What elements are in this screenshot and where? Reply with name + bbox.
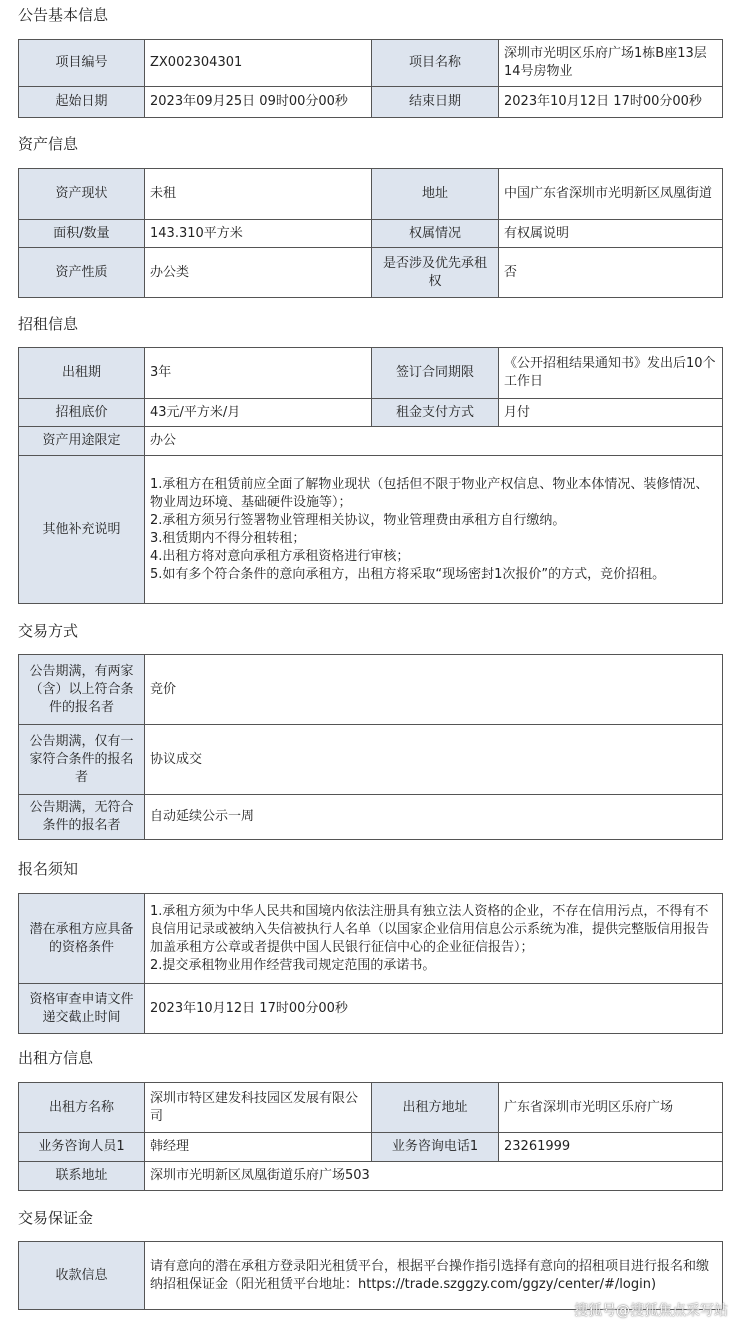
- project-name-value: 深圳市光明区乐府广场1栋B座13层14号房物业: [499, 40, 723, 87]
- qualification-value: [145, 894, 723, 984]
- project-no-value: ZX002304301: [145, 40, 372, 87]
- section-title-deposit: 交易保证金: [18, 1209, 94, 1227]
- note-line: 4.出租方将对意向承租方承租资格进行审核；: [150, 548, 410, 564]
- qualification-line: 2.提交承租物业用作经营我司规定范围的承诺书。: [150, 957, 436, 973]
- area-label: 面积/数量: [19, 220, 145, 248]
- lessor-name-value: 深圳市特区建发科技园区发展有限公司: [145, 1083, 372, 1133]
- lessor-address-label: 出租方地址: [372, 1083, 499, 1133]
- trade-condition-label: 公告期满，有两家（含）以上符合条件的报名者: [19, 655, 145, 725]
- area-value: 143.310平方米: [145, 220, 372, 248]
- trade-condition-value: 竞价: [145, 655, 723, 725]
- project-name-label: 项目名称: [372, 40, 499, 87]
- note-line: 1.承租方在租赁前应全面了解物业现状（包括但不限于物业产权信息、物业本体情况、装修情况、物业周边环境、基础硬件设施等）；: [150, 476, 709, 510]
- asset-info-table: [18, 168, 723, 298]
- qualification-label: 潜在承租方应具备的资格条件: [19, 894, 145, 984]
- deadline-label: 资格审查申请文件递交截止时间: [19, 984, 145, 1034]
- payment-method-label: 租金支付方式: [372, 399, 499, 427]
- address-value: 中国广东省深圳市光明新区凤凰街道: [499, 169, 723, 220]
- trade-condition-value: 自动延续公示一周: [145, 795, 723, 840]
- watermark: 搜狐号@搜狐焦点采写站: [574, 1303, 728, 1319]
- start-date-value: 2023年09月25日 09时00分00秒: [145, 87, 372, 118]
- contact-address-label: 联系地址: [19, 1162, 145, 1191]
- end-date-label: 结束日期: [372, 87, 499, 118]
- qualification-line: 1.承租方须为中华人民共和国境内依法注册具有独立法人资格的企业，不存在信用污点，不得有不良信用记录或被纳入失信被执行人名单（以国家企业信用信息公示系统为准，提供完整版信用报告加盖承租方公章或者提供中国人民银行征信中心的企业征信报告）；: [150, 903, 710, 955]
- base-price-label: 招租底价: [19, 399, 145, 427]
- signup-notice-table: [18, 893, 723, 1034]
- ownership-value: 有权属说明: [499, 220, 723, 248]
- note-line: 2.承租方须另行签署物业管理相关协议，物业管理费由承租方自行缴纳。: [150, 512, 566, 528]
- trade-method-table: [18, 654, 723, 840]
- contact-person-label: 业务咨询人员1: [19, 1133, 145, 1162]
- lease-term-label: 出租期: [19, 348, 145, 399]
- contact-person-value: 韩经理: [145, 1133, 372, 1162]
- trade-condition-value: 协议成交: [145, 725, 723, 795]
- lessor-info-table: [18, 1082, 723, 1191]
- note-line: 5.如有多个符合条件的意向承租方，出租方将采取“现场密封1次报价”的方式，竞价招租。: [150, 566, 666, 582]
- notes-label: 其他补充说明: [19, 456, 145, 604]
- asset-status-value: 未租: [145, 169, 372, 220]
- priority-lease-label: 是否涉及优先承租权: [372, 248, 499, 298]
- address-label: 地址: [372, 169, 499, 220]
- trade-condition-label: 公告期满，无符合条件的报名者: [19, 795, 145, 840]
- section-title-lease: 招租信息: [18, 315, 79, 333]
- section-title-lessor: 出租方信息: [18, 1049, 94, 1067]
- contact-phone-label: 业务咨询电话1: [372, 1133, 499, 1162]
- asset-nature-label: 资产性质: [19, 248, 145, 298]
- base-price-value: 43元/平方米/月: [145, 399, 372, 427]
- asset-status-label: 资产现状: [19, 169, 145, 220]
- deadline-value: 2023年10月12日 17时00分00秒: [145, 984, 723, 1034]
- note-line: 3.租赁期内不得分租转租；: [150, 530, 306, 546]
- contract-period-value: 《公开招租结果通知书》发出后10个工作日: [499, 348, 723, 399]
- end-date-value: 2023年10月12日 17时00分00秒: [499, 87, 723, 118]
- asset-nature-value: 办公类: [145, 248, 372, 298]
- lessor-name-label: 出租方名称: [19, 1083, 145, 1133]
- priority-lease-value: 否: [499, 248, 723, 298]
- lessor-address-value: 广东省深圳市光明区乐府广场: [499, 1083, 723, 1133]
- notes-value: [145, 456, 723, 604]
- contact-address-value: 深圳市光明新区凤凰街道乐府广场503: [145, 1162, 723, 1191]
- section-title-basic: 公告基本信息: [18, 6, 109, 24]
- payment-info-label: 收款信息: [19, 1242, 145, 1310]
- section-title-trade: 交易方式: [18, 622, 79, 640]
- section-title-asset: 资产信息: [18, 135, 79, 153]
- section-title-signup: 报名须知: [18, 860, 79, 878]
- project-no-label: 项目编号: [19, 40, 145, 87]
- usage-label: 资产用途限定: [19, 427, 145, 456]
- start-date-label: 起始日期: [19, 87, 145, 118]
- payment-method-value: 月付: [499, 399, 723, 427]
- usage-value: 办公: [145, 427, 723, 456]
- contract-period-label: 签订合同期限: [372, 348, 499, 399]
- contact-phone-value: 23261999: [499, 1133, 723, 1162]
- lease-term-value: 3年: [145, 348, 372, 399]
- trade-condition-label: 公告期满，仅有一家符合条件的报名者: [19, 725, 145, 795]
- lease-info-table: [18, 347, 723, 604]
- basic-info-table: [18, 39, 723, 118]
- payment-info-value: 请有意向的潜在承租方登录阳光租赁平台，根据平台操作指引选择有意向的招租项目进行报名和缴纳招租保证金（阳光租赁平台地址：https://trade.szggzy.com/ggzy/center/#/login): [145, 1242, 723, 1310]
- ownership-label: 权属情况: [372, 220, 499, 248]
